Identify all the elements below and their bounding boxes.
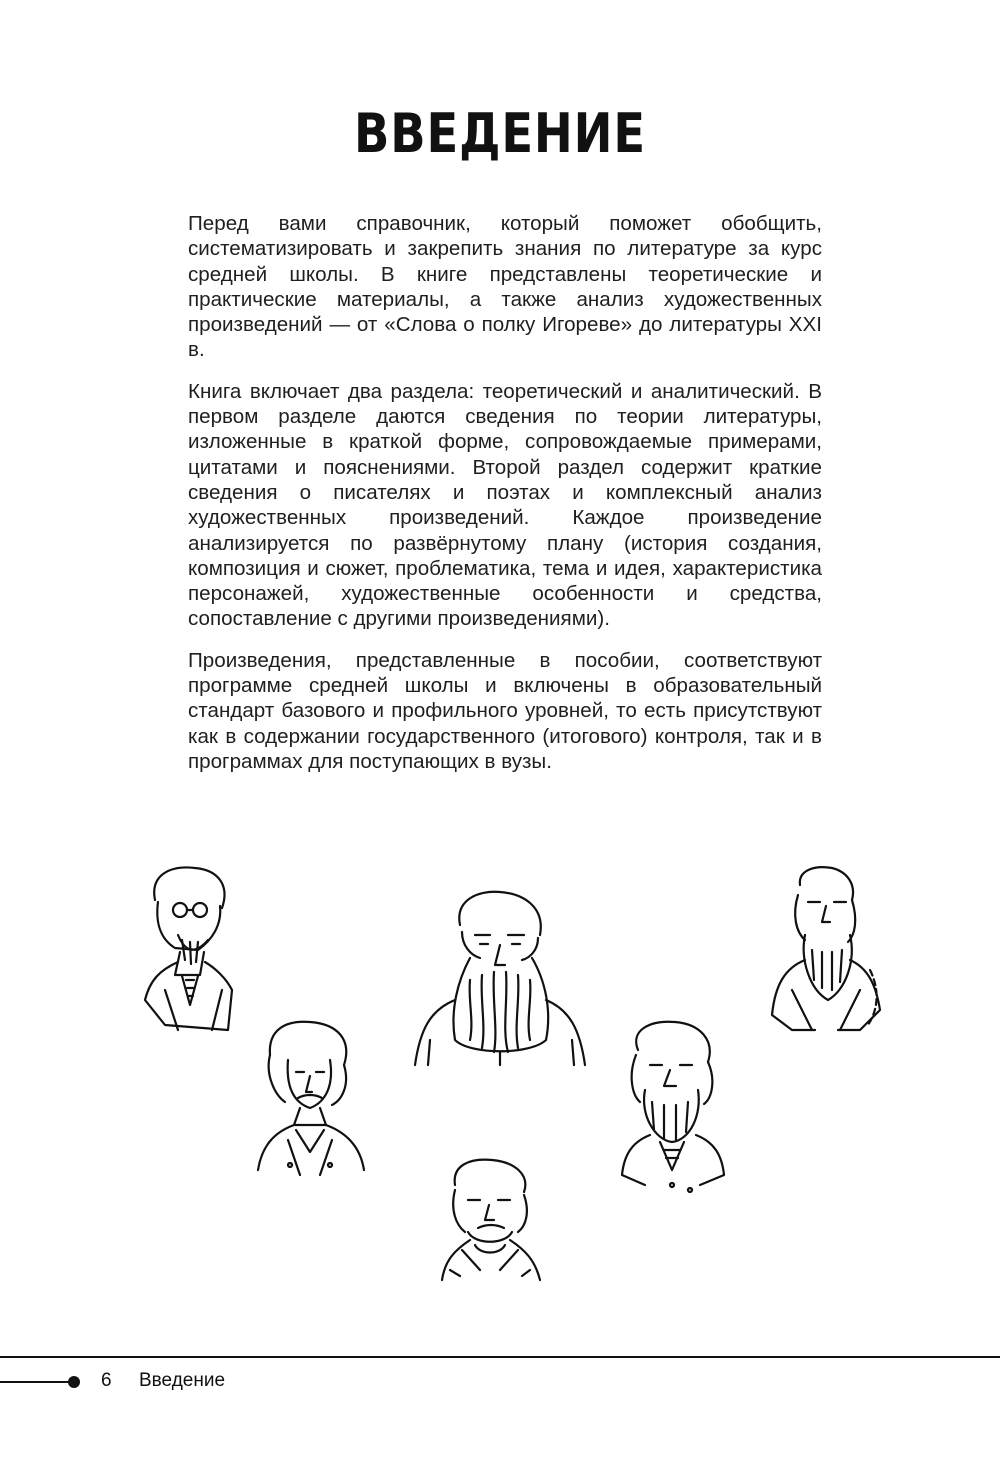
footer-rule-left — [0, 1381, 72, 1383]
writers-portraits-illustration — [0, 840, 1000, 1320]
portrait-writer-balding — [772, 867, 880, 1030]
paragraph-3: Произведения, представленные в пособии, соответствуют программе средней школы и включены в образовательный стандарт базового и профильного уровней, то есть присутствуют как в содержании государственного (итогового) контроля, так и в программах для поступающих в вузы. — [188, 648, 822, 773]
running-head: Введение — [139, 1370, 226, 1391]
paragraph-2: Книга включает два раздела: теоретический и аналитический. В первом разделе даются сведения по теории литературы, изложенные в краткой форме, сопровождаемые примерами, цитатами и пояснениями. Второй раздел содержит краткие сведения о писателях и поэтах и комплексный анализ художественных произведений. Каждое произведение анализируется по развёрнутому плану (история создания, композиция и сюжет, проблематика, тема и идея, характеристика персонажей, художественные особенности и средства, сопоставление с другими произведениями). — [188, 379, 822, 631]
portrait-writer-long-beard — [415, 892, 585, 1065]
portrait-writer-uniform — [442, 1160, 540, 1280]
footer-bullet-dot — [68, 1376, 80, 1388]
portrait-writer-wavy-hair — [622, 1022, 724, 1192]
footer-divider — [0, 1356, 1000, 1358]
introduction-text — [188, 211, 822, 790]
portrait-writer-long-hair — [258, 1022, 364, 1175]
page-number: 6 — [101, 1370, 112, 1391]
paragraph-1: Перед вами справочник, который поможет обобщить, систематизировать и закрепить знания по литературе за курс средней школы. В книге представлены теоретические и практические материалы, а также анализ художественных произведений — от «Слова о полку Игореве» до литературы XXI в. — [188, 212, 822, 362]
page-title: ВВЕДЕНИЕ — [354, 102, 646, 165]
portrait-writer-pince-nez — [145, 867, 232, 1030]
